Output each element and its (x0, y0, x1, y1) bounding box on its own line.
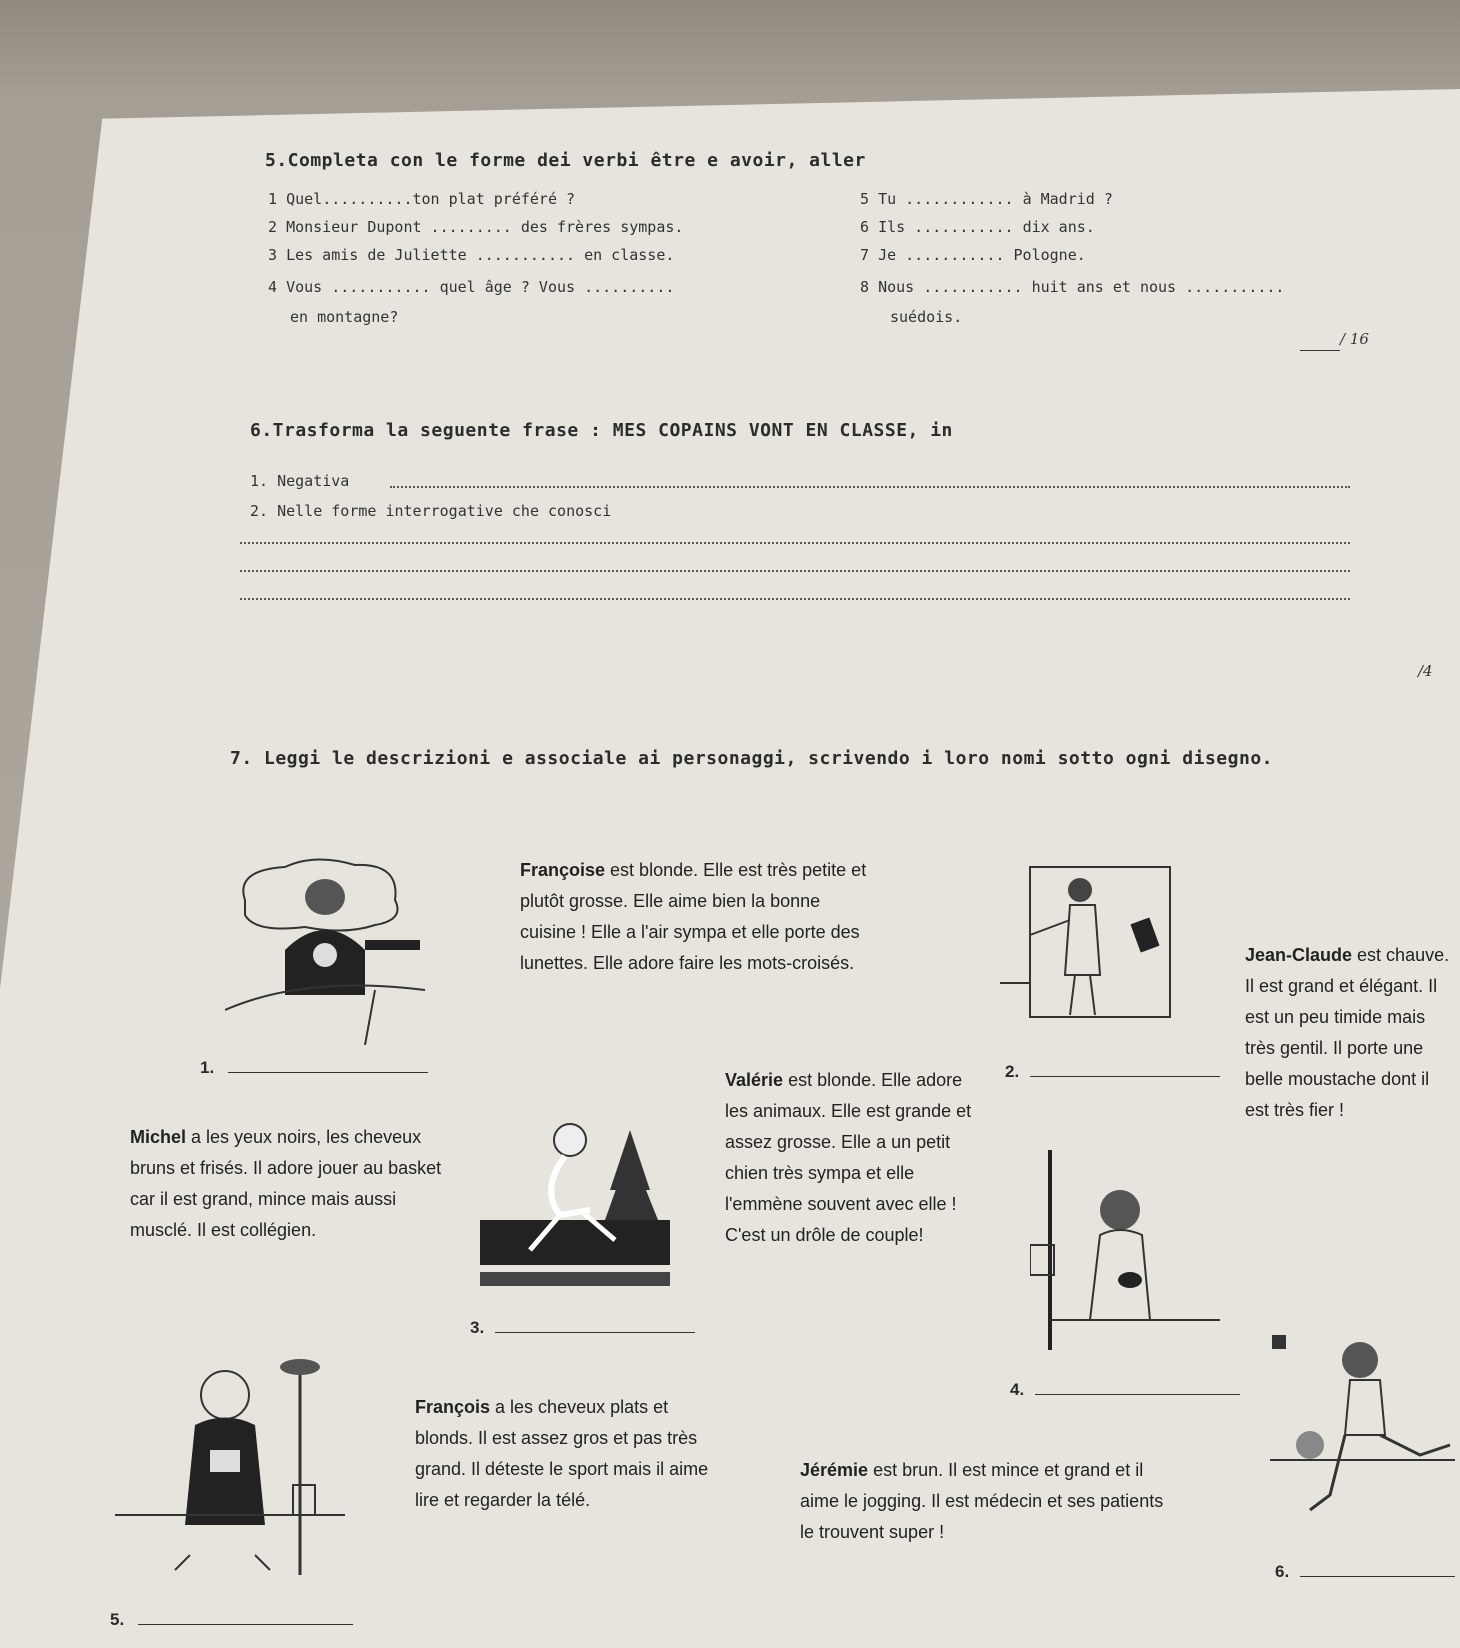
exercise7-title: 7. Leggi le descrizioni e associale ai personaggi, scrivendo i loro nomi sotto ogni disegno. (230, 748, 1273, 769)
drawing-jeanclaude (1000, 865, 1200, 1025)
ex5-item-8: 8 Nous ........... huit ans et nous ........... (860, 278, 1285, 296)
ex6-score: /4 (1418, 662, 1433, 680)
ex5-item-7: 7 Je ........... Pologne. (860, 246, 1086, 264)
ex5-item-4: 4 Vous ........... quel âge ? Vous .......... (268, 278, 675, 296)
ex6-item-2: 2. Nelle forme interrogative che conosci (250, 502, 612, 520)
ex5-item-4-cont: en montagne? (290, 308, 399, 326)
answer-number-2: 2. (1005, 1062, 1020, 1081)
desc-jeremie: Jérémie est brun. Il est mince et grand et il aime le jogging. Il est médecin et ses patients le trouvent super ! (800, 1460, 1164, 1542)
ex5-item-5: 5 Tu ............ à Madrid ? (860, 190, 1113, 208)
drawing-runner (480, 1110, 670, 1290)
answer-blank-3[interactable] (495, 1332, 695, 1333)
desc-francoise: Françoise est blonde. Elle est très petite et plutôt grosse. Elle aime bien la bonne cuisine ! Elle a l'air sympa et elle porte des lunettes. Elle adore faire les mots-croisés. (520, 860, 867, 973)
ex6-answer-line-3[interactable] (240, 570, 1350, 572)
ex6-answer-line-1[interactable] (390, 486, 1350, 488)
drawing-valerie (1030, 1150, 1230, 1350)
ex5-item-6: 6 Ils ........... dix ans. (860, 218, 1095, 236)
exercise6-title: 6.Trasforma la seguente frase : MES COPAINS VONT EN CLASSE, in (250, 420, 953, 441)
ex5-item-8-cont: suédois. (890, 308, 963, 326)
desc-michel: Michel a les yeux noirs, les cheveux bruns et frisés. Il adore jouer au basket car il est grand, mince mais aussi musclé. Il est collégien. (130, 1127, 442, 1240)
answer-blank-2[interactable] (1030, 1076, 1220, 1077)
desc-valerie: Valérie est blonde. Elle adore les animaux. Elle est grande et assez grosse. Elle a un petit chien très sympa et elle l'emmène souvent avec elle ! C'est un drôle de couple! (725, 1070, 972, 1245)
ex5-item-1: 1 Quel..........ton plat préféré ? (268, 190, 576, 208)
answer-number-3: 3. (470, 1318, 485, 1337)
ex6-answer-line-4[interactable] (240, 598, 1350, 600)
ex6-answer-line-2[interactable] (240, 542, 1350, 544)
desc-jeanclaude: Jean-Claude est chauve. Il est grand et élégant. Il est un peu timide mais très gentil. Il porte une belle moustache dont il est très fier ! (1245, 945, 1450, 1120)
drawing-basketball-player (1270, 1335, 1455, 1535)
answer-blank-6[interactable] (1300, 1576, 1455, 1577)
answer-blank-4[interactable] (1035, 1394, 1240, 1395)
answer-number-5: 5. (110, 1610, 125, 1629)
ex6-item-1: 1. Negativa (250, 472, 350, 490)
ex5-score-blank[interactable] (1300, 350, 1340, 351)
answer-number-1: 1. (200, 1058, 215, 1077)
ex5-item-2: 2 Monsieur Dupont ......... des frères sympas. (268, 218, 684, 236)
ex5-score: / 16 (1340, 330, 1369, 348)
answer-number-4: 4. (1010, 1380, 1025, 1399)
desc-francois: François a les cheveux plats et blonds. Il est assez gros et pas très grand. Il déteste le sport mais il aime lire et regarder la télé. (415, 1397, 709, 1510)
answer-number-6: 6. (1275, 1562, 1290, 1581)
answer-blank-1[interactable] (228, 1072, 428, 1073)
drawing-francois (115, 1355, 345, 1575)
exercise5-title: 5.Completa con le forme dei verbi être e avoir, aller (265, 150, 866, 171)
drawing-francoise (225, 855, 435, 1045)
answer-blank-5[interactable] (138, 1624, 353, 1625)
ex5-item-3: 3 Les amis de Juliette ........... en classe. (268, 246, 675, 264)
